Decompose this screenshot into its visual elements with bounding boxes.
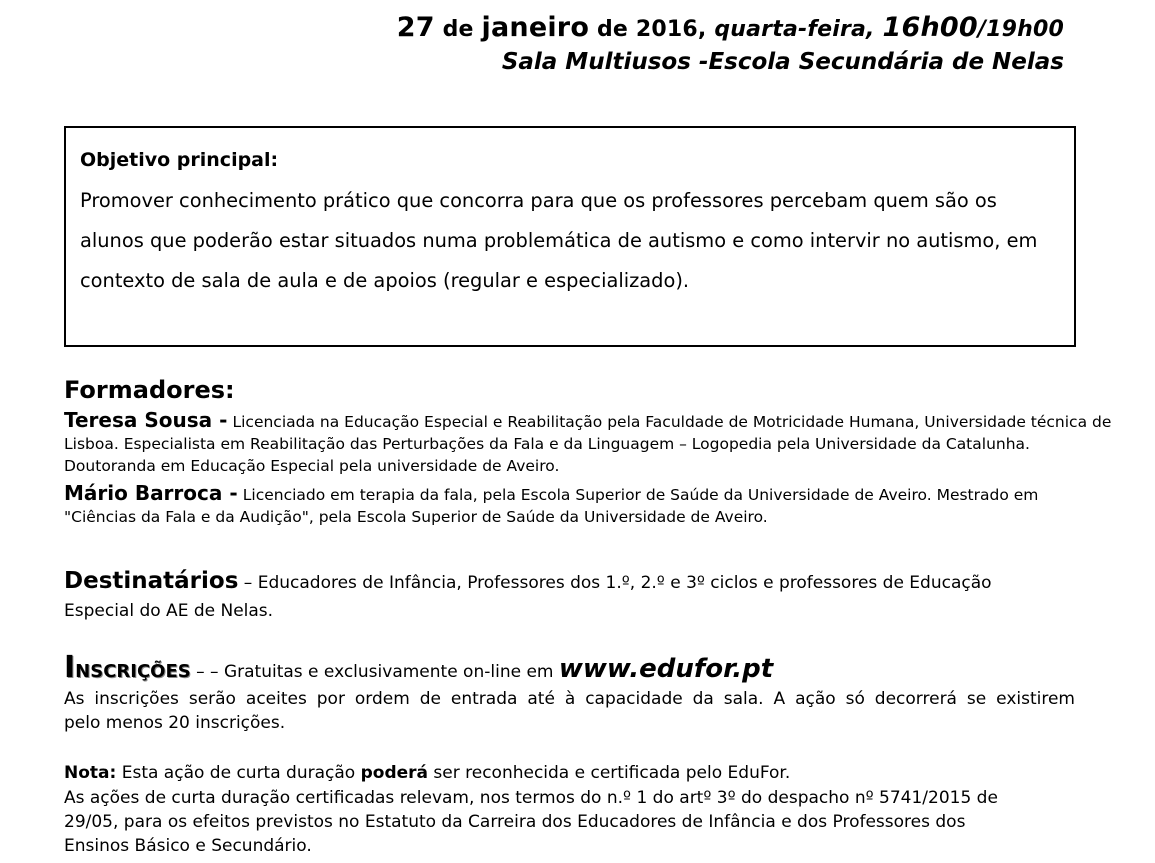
objective-line: Promover conhecimento prático que concorra para que os professores percebam quem são os bbox=[80, 189, 997, 212]
time-start: 16h00 bbox=[882, 12, 978, 43]
objective-title: Objetivo principal: bbox=[80, 149, 279, 171]
audience-title: Destinatários bbox=[64, 568, 239, 594]
note-text: As ações de curta duração certificadas relevam, nos termos do n.º 1 do artº 3º do despacho nº 5741/2015 de bbox=[64, 788, 998, 808]
registration-text: pelo menos 20 inscrições. bbox=[64, 713, 286, 733]
note-text: 29/05, para os efeitos previstos no Estatuto da Carreira dos Educadores de Infância e dos Professores dos bbox=[64, 812, 966, 832]
event-date-line bbox=[397, 12, 1064, 43]
objective-line: contexto de sala de aula e de apoios (regular e especializado). bbox=[80, 269, 690, 292]
trainer-bio-line: "Ciências da Fala e da Audição", pela Escola Superior de Saúde da Universidade de Aveiro. bbox=[64, 508, 768, 526]
note-line bbox=[64, 763, 790, 783]
note-text: ser reconhecida e certificada pelo EduFor. bbox=[433, 763, 791, 783]
weekday: quarta-feira, bbox=[714, 17, 875, 42]
time-end: /19h00 bbox=[977, 17, 1064, 42]
registration-title: Inscrições bbox=[64, 650, 191, 685]
event-venue: Sala Multiusos -Escola Secundária de Nelas bbox=[501, 49, 1064, 75]
trainer-bio-line: Licenciado em terapia da fala, pela Escola Superior de Saúde da Universidade de Aveiro. Mestrado em bbox=[242, 486, 1039, 504]
trainer-bio-line: Licenciada na Educação Especial e Reabilitação pela Faculdade de Motricidade Humana, Universidade técnica de bbox=[232, 413, 1112, 431]
registration-text: As inscrições serão aceites por ordem de entrada até à capacidade da sala. A ação só decorrerá se existirem bbox=[64, 689, 1075, 709]
audience-text: – Educadores de Infância, Professores dos 1.º, 2.º e 3º ciclos e professores de Educação bbox=[243, 573, 992, 593]
trainer-bio-line: Lisboa. Especialista em Reabilitação das Perturbações da Fala e da Linguagem – Logopedia pela Universidade da Catalunha. bbox=[64, 435, 1030, 453]
audience-text: Especial do AE de Nelas. bbox=[64, 601, 274, 621]
trainer-name: Teresa Sousa - bbox=[64, 408, 228, 432]
note-label: Nota: bbox=[64, 763, 117, 783]
date-year: de 2016, bbox=[596, 17, 707, 42]
registration-text: – – Gratuitas e exclusivamente on-line em bbox=[196, 662, 554, 682]
date-month: janeiro bbox=[481, 12, 590, 43]
date-de: de bbox=[442, 17, 474, 42]
note-bold: poderá bbox=[360, 763, 428, 783]
audience-line bbox=[64, 568, 992, 594]
trainer-name: Mário Barroca - bbox=[64, 481, 238, 505]
note-text: Esta ação de curta duração bbox=[121, 763, 356, 783]
date-day: 27 bbox=[396, 12, 435, 43]
registration-url[interactable]: www.edufor.pt bbox=[558, 654, 774, 684]
trainer-entry bbox=[64, 481, 1038, 505]
trainer-bio-line: Doutoranda em Educação Especial pela universidade de Aveiro. bbox=[64, 457, 560, 475]
note-text: Ensinos Básico e Secundário. bbox=[64, 836, 312, 856]
registration-line bbox=[64, 650, 773, 685]
trainer-entry bbox=[64, 408, 1111, 432]
objective-line: alunos que poderão estar situados numa problemática de autismo e como intervir no autismo, em bbox=[80, 229, 1038, 252]
trainers-title: Formadores: bbox=[64, 376, 235, 404]
